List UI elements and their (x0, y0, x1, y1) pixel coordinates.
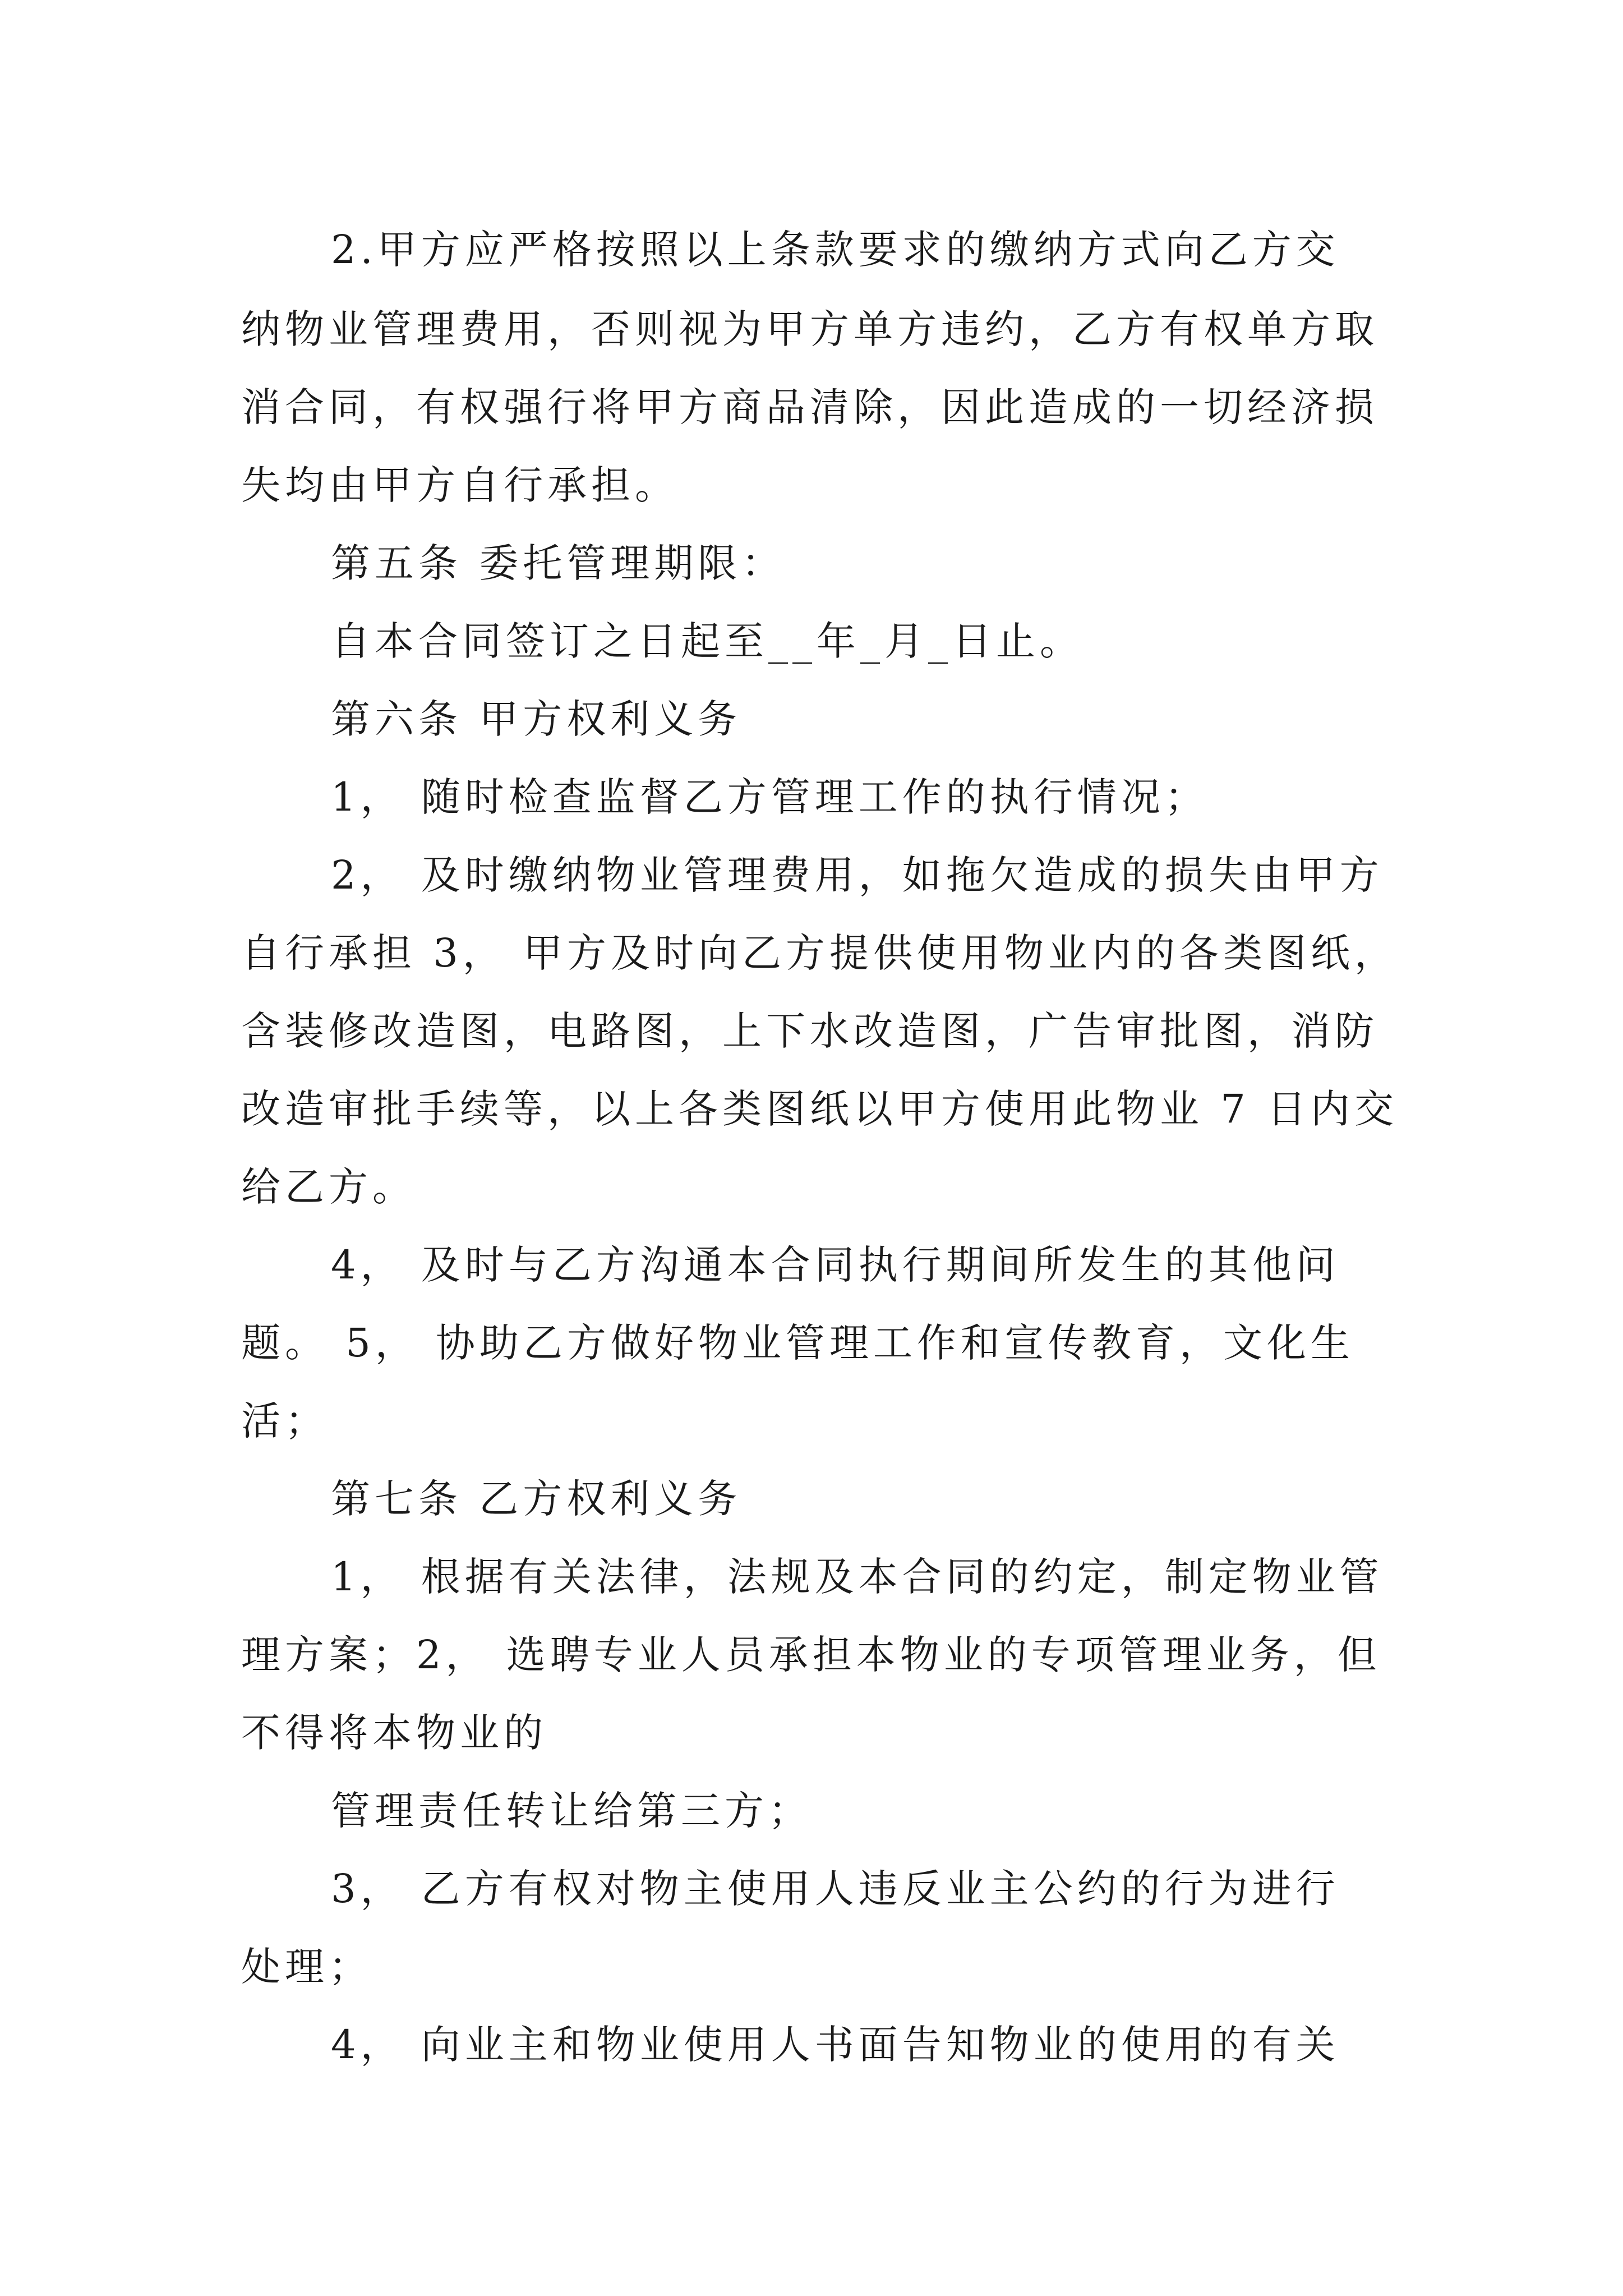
text-line: 题。 5， 协助乙方做好物业管理工作和宣传教育，文化生 (241, 1320, 1355, 1366)
text-line: 4， 向业主和物业使用人书面告知物业的使用的有关 (331, 2022, 1340, 2068)
section-heading: 第七条 乙方权利义务 (331, 1476, 742, 1522)
text-line: 理方案；2， 选聘专业人员承担本物业的专项管理业务，但 (241, 1632, 1381, 1678)
text-line: 自本合同签订之日起至__年_月_日止。 (331, 618, 1083, 664)
text-line: 4， 及时与乙方沟通本合同执行期间所发生的其他问 (331, 1242, 1340, 1288)
text-line: 处理； (241, 1944, 372, 1990)
text-line: 改造审批手续等，以上各类图纸以甲方使用此物业 7 日内交 (241, 1086, 1399, 1132)
text-line: 2， 及时缴纳物业管理费用，如拖欠造成的损失由甲方 (331, 852, 1384, 898)
text-line: 不得将本物业的 (241, 1710, 547, 1756)
text-line: 1， 随时检查监督乙方管理工作的执行情况； (331, 774, 1209, 820)
text-line: 管理责任转让给第三方； (331, 1788, 812, 1834)
text-line: 含装修改造图，电路图，上下水改造图，广告审批图，消防 (241, 1008, 1378, 1054)
text-line: 纳物业管理费用，否则视为甲方单方违约，乙方有权单方取 (241, 306, 1378, 352)
text-line: 1， 根据有关法律，法规及本合同的约定，制定物业管 (331, 1554, 1384, 1600)
section-heading: 第六条 甲方权利义务 (331, 696, 742, 742)
text-line: 消合同，有权强行将甲方商品清除，因此造成的一切经济损 (241, 384, 1378, 430)
text-line: 3， 乙方有权对物主使用人违反业主公约的行为进行 (331, 1866, 1340, 1912)
section-heading: 第五条 委托管理期限： (331, 540, 786, 586)
text-line: 失均由甲方自行承担。 (241, 462, 679, 508)
text-line: 活； (241, 1398, 329, 1444)
text-line: 自行承担 3， 甲方及时向乙方提供使用物业内的各类图纸， (241, 930, 1399, 976)
text-line: 给乙方。 (241, 1164, 416, 1210)
text-line: 2.甲方应严格按照以上条款要求的缴纳方式向乙方交 (331, 227, 1340, 273)
